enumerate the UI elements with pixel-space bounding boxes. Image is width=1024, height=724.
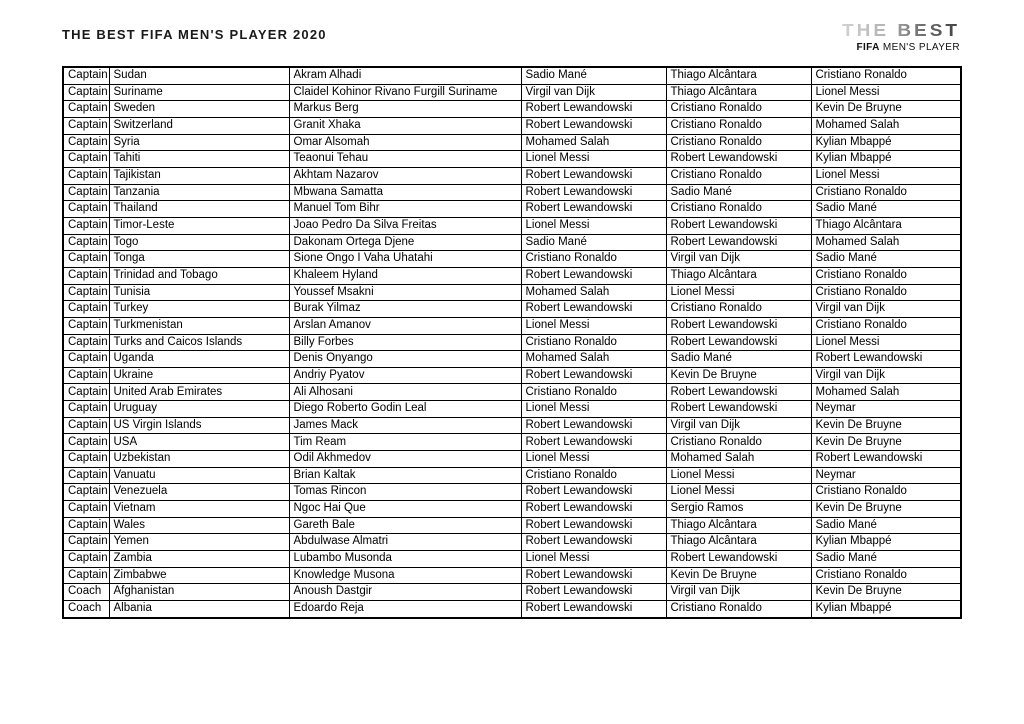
- cell-third_vote: Virgil van Dijk: [811, 301, 961, 318]
- table-row: [63, 234, 961, 251]
- cell-first_vote: Mohamed Salah: [521, 284, 666, 301]
- cell-first_vote: Robert Lewandowski: [521, 584, 666, 601]
- cell-second_vote: Mohamed Salah: [666, 451, 811, 468]
- cell-country: Zimbabwe: [109, 567, 289, 584]
- cell-country: Timor-Leste: [109, 217, 289, 234]
- table-row: [63, 67, 961, 84]
- cell-country: Thailand: [109, 201, 289, 218]
- table-row: [63, 334, 961, 351]
- cell-first_vote: Robert Lewandowski: [521, 417, 666, 434]
- cell-third_vote: Sadio Mané: [811, 517, 961, 534]
- page-title: THE BEST FIFA MEN'S PLAYER 2020: [62, 27, 327, 42]
- cell-third_vote: Neymar: [811, 401, 961, 418]
- cell-country: Tanzania: [109, 184, 289, 201]
- cell-third_vote: Kylian Mbappé: [811, 534, 961, 551]
- cell-second_vote: Thiago Alcântara: [666, 534, 811, 551]
- cell-country: Uruguay: [109, 401, 289, 418]
- cell-role: Captain: [63, 517, 109, 534]
- cell-first_vote: Robert Lewandowski: [521, 301, 666, 318]
- table-row: [63, 167, 961, 184]
- cell-third_vote: Kevin De Bruyne: [811, 101, 961, 118]
- cell-first_vote: Robert Lewandowski: [521, 517, 666, 534]
- cell-first_vote: Robert Lewandowski: [521, 501, 666, 518]
- cell-role: Captain: [63, 351, 109, 368]
- cell-voter_name: Knowledge Musona: [289, 567, 521, 584]
- cell-country: Tunisia: [109, 284, 289, 301]
- cell-first_vote: Mohamed Salah: [521, 134, 666, 151]
- table-row: [63, 251, 961, 268]
- cell-role: Captain: [63, 267, 109, 284]
- cell-role: Captain: [63, 301, 109, 318]
- cell-first_vote: Sadio Mané: [521, 67, 666, 84]
- cell-country: Turkmenistan: [109, 317, 289, 334]
- cell-role: Captain: [63, 384, 109, 401]
- cell-voter_name: Denis Onyango: [289, 351, 521, 368]
- cell-voter_name: Ngoc Hai Que: [289, 501, 521, 518]
- cell-second_vote: Virgil van Dijk: [666, 584, 811, 601]
- cell-third_vote: Cristiano Ronaldo: [811, 317, 961, 334]
- cell-second_vote: Cristiano Ronaldo: [666, 601, 811, 618]
- cell-voter_name: Billy Forbes: [289, 334, 521, 351]
- cell-second_vote: Robert Lewandowski: [666, 401, 811, 418]
- cell-first_vote: Robert Lewandowski: [521, 567, 666, 584]
- table-row: [63, 201, 961, 218]
- table-row: [63, 467, 961, 484]
- cell-first_vote: Robert Lewandowski: [521, 367, 666, 384]
- cell-first_vote: Robert Lewandowski: [521, 267, 666, 284]
- table-row: [63, 367, 961, 384]
- cell-third_vote: Thiago Alcântara: [811, 217, 961, 234]
- logo-wordmark: THE BEST: [842, 21, 960, 41]
- cell-role: Captain: [63, 167, 109, 184]
- cell-country: Tahiti: [109, 151, 289, 168]
- cell-third_vote: Robert Lewandowski: [811, 351, 961, 368]
- cell-first_vote: Robert Lewandowski: [521, 184, 666, 201]
- cell-role: Captain: [63, 434, 109, 451]
- cell-third_vote: Neymar: [811, 467, 961, 484]
- logo-subtitle-fifa: FIFA: [856, 42, 880, 53]
- cell-role: Captain: [63, 567, 109, 584]
- cell-first_vote: Virgil van Dijk: [521, 84, 666, 101]
- cell-third_vote: Kylian Mbappé: [811, 151, 961, 168]
- cell-first_vote: Robert Lewandowski: [521, 484, 666, 501]
- cell-role: Captain: [63, 551, 109, 568]
- table-row: [63, 101, 961, 118]
- table-row: [63, 301, 961, 318]
- cell-country: Syria: [109, 134, 289, 151]
- cell-voter_name: Teaonui Tehau: [289, 151, 521, 168]
- cell-first_vote: Lionel Messi: [521, 151, 666, 168]
- cell-third_vote: Cristiano Ronaldo: [811, 484, 961, 501]
- cell-country: Turkey: [109, 301, 289, 318]
- table-row: [63, 534, 961, 551]
- cell-third_vote: Kylian Mbappé: [811, 601, 961, 618]
- cell-role: Captain: [63, 101, 109, 118]
- cell-first_vote: Cristiano Ronaldo: [521, 467, 666, 484]
- cell-country: Vanuatu: [109, 467, 289, 484]
- table-row: [63, 117, 961, 134]
- cell-role: Captain: [63, 284, 109, 301]
- cell-country: Uzbekistan: [109, 451, 289, 468]
- cell-country: Ukraine: [109, 367, 289, 384]
- cell-second_vote: Virgil van Dijk: [666, 417, 811, 434]
- cell-first_vote: Mohamed Salah: [521, 351, 666, 368]
- cell-role: Captain: [63, 184, 109, 201]
- cell-third_vote: Sadio Mané: [811, 201, 961, 218]
- cell-role: Captain: [63, 401, 109, 418]
- cell-role: Captain: [63, 417, 109, 434]
- cell-third_vote: Mohamed Salah: [811, 384, 961, 401]
- table-row: [63, 351, 961, 368]
- cell-third_vote: Sadio Mané: [811, 551, 961, 568]
- cell-country: Tajikistan: [109, 167, 289, 184]
- cell-third_vote: Kevin De Bruyne: [811, 501, 961, 518]
- cell-third_vote: Sadio Mané: [811, 251, 961, 268]
- cell-voter_name: Andriy Pyatov: [289, 367, 521, 384]
- table-row: [63, 417, 961, 434]
- cell-voter_name: Arslan Amanov: [289, 317, 521, 334]
- table-row: [63, 517, 961, 534]
- cell-role: Captain: [63, 534, 109, 551]
- cell-second_vote: Sadio Mané: [666, 184, 811, 201]
- cell-role: Captain: [63, 201, 109, 218]
- cell-second_vote: Lionel Messi: [666, 467, 811, 484]
- cell-third_vote: Virgil van Dijk: [811, 367, 961, 384]
- cell-first_vote: Robert Lewandowski: [521, 601, 666, 618]
- cell-second_vote: Kevin De Bruyne: [666, 367, 811, 384]
- cell-role: Captain: [63, 367, 109, 384]
- cell-voter_name: Brian Kaltak: [289, 467, 521, 484]
- cell-second_vote: Thiago Alcântara: [666, 67, 811, 84]
- cell-voter_name: Edoardo Reja: [289, 601, 521, 618]
- cell-second_vote: Robert Lewandowski: [666, 334, 811, 351]
- cell-first_vote: Robert Lewandowski: [521, 534, 666, 551]
- cell-first_vote: Lionel Messi: [521, 217, 666, 234]
- table-row: [63, 134, 961, 151]
- cell-voter_name: Mbwana Samatta: [289, 184, 521, 201]
- table-row: [63, 284, 961, 301]
- table-row: [63, 551, 961, 568]
- cell-voter_name: Akhtam Nazarov: [289, 167, 521, 184]
- cell-country: Albania: [109, 601, 289, 618]
- table-row: [63, 317, 961, 334]
- cell-second_vote: Robert Lewandowski: [666, 217, 811, 234]
- cell-first_vote: Cristiano Ronaldo: [521, 251, 666, 268]
- cell-voter_name: Joao Pedro Da Silva Freitas: [289, 217, 521, 234]
- table-row: [63, 434, 961, 451]
- cell-third_vote: Lionel Messi: [811, 167, 961, 184]
- cell-role: Captain: [63, 151, 109, 168]
- cell-third_vote: Mohamed Salah: [811, 117, 961, 134]
- cell-voter_name: Granit Xhaka: [289, 117, 521, 134]
- logo-subtitle: [842, 43, 960, 53]
- table-row: [63, 601, 961, 618]
- table-row: [63, 584, 961, 601]
- cell-third_vote: Kylian Mbappé: [811, 134, 961, 151]
- cell-role: Captain: [63, 501, 109, 518]
- cell-voter_name: Akram Alhadi: [289, 67, 521, 84]
- table-row: [63, 267, 961, 284]
- cell-role: Captain: [63, 234, 109, 251]
- cell-first_vote: Robert Lewandowski: [521, 117, 666, 134]
- table-row: [63, 84, 961, 101]
- cell-second_vote: Robert Lewandowski: [666, 384, 811, 401]
- cell-third_vote: Cristiano Ronaldo: [811, 284, 961, 301]
- cell-voter_name: Odil Akhmedov: [289, 451, 521, 468]
- cell-second_vote: Virgil van Dijk: [666, 251, 811, 268]
- cell-role: Captain: [63, 84, 109, 101]
- table-row: [63, 484, 961, 501]
- cell-country: Vietnam: [109, 501, 289, 518]
- cell-country: Switzerland: [109, 117, 289, 134]
- cell-third_vote: Cristiano Ronaldo: [811, 184, 961, 201]
- cell-country: Venezuela: [109, 484, 289, 501]
- cell-voter_name: Sione Ongo I Vaha Uhatahi: [289, 251, 521, 268]
- cell-voter_name: Tomas Rincon: [289, 484, 521, 501]
- cell-country: USA: [109, 434, 289, 451]
- cell-country: Wales: [109, 517, 289, 534]
- cell-country: Afghanistan: [109, 584, 289, 601]
- cell-first_vote: Robert Lewandowski: [521, 167, 666, 184]
- cell-third_vote: Mohamed Salah: [811, 234, 961, 251]
- cell-third_vote: Lionel Messi: [811, 84, 961, 101]
- cell-voter_name: Gareth Bale: [289, 517, 521, 534]
- cell-third_vote: Kevin De Bruyne: [811, 434, 961, 451]
- table-row: [63, 151, 961, 168]
- cell-third_vote: Cristiano Ronaldo: [811, 67, 961, 84]
- table-row: [63, 567, 961, 584]
- cell-second_vote: Lionel Messi: [666, 484, 811, 501]
- cell-country: Zambia: [109, 551, 289, 568]
- cell-second_vote: Kevin De Bruyne: [666, 567, 811, 584]
- cell-voter_name: Markus Berg: [289, 101, 521, 118]
- cell-role: Captain: [63, 451, 109, 468]
- cell-second_vote: Cristiano Ronaldo: [666, 201, 811, 218]
- cell-second_vote: Sadio Mané: [666, 351, 811, 368]
- cell-voter_name: Claidel Kohinor Rivano Furgill Suriname: [289, 84, 521, 101]
- cell-country: Trinidad and Tobago: [109, 267, 289, 284]
- cell-second_vote: Cristiano Ronaldo: [666, 117, 811, 134]
- logo-subtitle-rest: MEN'S PLAYER: [882, 42, 960, 53]
- cell-first_vote: Lionel Messi: [521, 551, 666, 568]
- cell-voter_name: Diego Roberto Godin Leal: [289, 401, 521, 418]
- cell-first_vote: Lionel Messi: [521, 317, 666, 334]
- cell-voter_name: Anoush Dastgir: [289, 584, 521, 601]
- cell-role: Captain: [63, 467, 109, 484]
- cell-country: Sweden: [109, 101, 289, 118]
- cell-country: United Arab Emirates: [109, 384, 289, 401]
- cell-third_vote: Cristiano Ronaldo: [811, 267, 961, 284]
- table-row: [63, 217, 961, 234]
- cell-country: Sudan: [109, 67, 289, 84]
- cell-role: Captain: [63, 251, 109, 268]
- cell-country: US Virgin Islands: [109, 417, 289, 434]
- cell-first_vote: Lionel Messi: [521, 451, 666, 468]
- cell-country: Togo: [109, 234, 289, 251]
- cell-role: Coach: [63, 601, 109, 618]
- cell-second_vote: Thiago Alcântara: [666, 267, 811, 284]
- table-row: [63, 401, 961, 418]
- table-row: [63, 384, 961, 401]
- cell-third_vote: Lionel Messi: [811, 334, 961, 351]
- cell-voter_name: Omar Alsomah: [289, 134, 521, 151]
- cell-voter_name: James Mack: [289, 417, 521, 434]
- table-row: [63, 184, 961, 201]
- cell-role: Captain: [63, 334, 109, 351]
- table-row: [63, 451, 961, 468]
- cell-role: Captain: [63, 484, 109, 501]
- the-best-fifa-logo: [842, 22, 960, 53]
- cell-third_vote: Cristiano Ronaldo: [811, 567, 961, 584]
- votes-table: [62, 66, 962, 619]
- cell-first_vote: Cristiano Ronaldo: [521, 384, 666, 401]
- cell-country: Uganda: [109, 351, 289, 368]
- cell-role: Captain: [63, 134, 109, 151]
- table-row: [63, 501, 961, 518]
- cell-second_vote: Cristiano Ronaldo: [666, 101, 811, 118]
- cell-first_vote: Cristiano Ronaldo: [521, 334, 666, 351]
- cell-voter_name: Manuel Tom Bihr: [289, 201, 521, 218]
- cell-voter_name: Tim Ream: [289, 434, 521, 451]
- cell-country: Tonga: [109, 251, 289, 268]
- cell-role: Captain: [63, 67, 109, 84]
- cell-voter_name: Lubambo Musonda: [289, 551, 521, 568]
- cell-role: Captain: [63, 317, 109, 334]
- cell-first_vote: Robert Lewandowski: [521, 201, 666, 218]
- cell-voter_name: Abdulwase Almatri: [289, 534, 521, 551]
- cell-voter_name: Khaleem Hyland: [289, 267, 521, 284]
- cell-role: Captain: [63, 217, 109, 234]
- cell-voter_name: Dakonam Ortega Djene: [289, 234, 521, 251]
- cell-third_vote: Robert Lewandowski: [811, 451, 961, 468]
- cell-second_vote: Robert Lewandowski: [666, 151, 811, 168]
- cell-voter_name: Ali Alhosani: [289, 384, 521, 401]
- cell-second_vote: Cristiano Ronaldo: [666, 301, 811, 318]
- cell-second_vote: Cristiano Ronaldo: [666, 434, 811, 451]
- cell-voter_name: Youssef Msakni: [289, 284, 521, 301]
- cell-second_vote: Thiago Alcântara: [666, 517, 811, 534]
- cell-second_vote: Cristiano Ronaldo: [666, 167, 811, 184]
- cell-second_vote: Robert Lewandowski: [666, 551, 811, 568]
- cell-role: Coach: [63, 584, 109, 601]
- cell-second_vote: Robert Lewandowski: [666, 234, 811, 251]
- cell-second_vote: Sergio Ramos: [666, 501, 811, 518]
- cell-first_vote: Lionel Messi: [521, 401, 666, 418]
- cell-role: Captain: [63, 117, 109, 134]
- cell-country: Turks and Caicos Islands: [109, 334, 289, 351]
- cell-second_vote: Lionel Messi: [666, 284, 811, 301]
- cell-third_vote: Kevin De Bruyne: [811, 584, 961, 601]
- cell-second_vote: Cristiano Ronaldo: [666, 134, 811, 151]
- cell-voter_name: Burak Yilmaz: [289, 301, 521, 318]
- cell-first_vote: Robert Lewandowski: [521, 434, 666, 451]
- cell-first_vote: Sadio Mané: [521, 234, 666, 251]
- cell-country: Yemen: [109, 534, 289, 551]
- cell-second_vote: Robert Lewandowski: [666, 317, 811, 334]
- cell-first_vote: Robert Lewandowski: [521, 101, 666, 118]
- cell-second_vote: Thiago Alcântara: [666, 84, 811, 101]
- cell-country: Suriname: [109, 84, 289, 101]
- cell-third_vote: Kevin De Bruyne: [811, 417, 961, 434]
